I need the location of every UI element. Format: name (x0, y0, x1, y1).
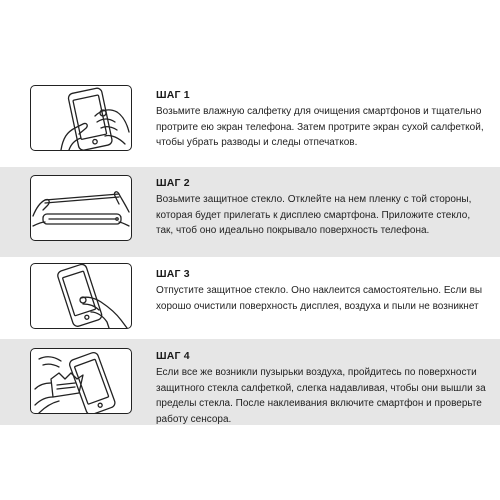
step-2-text (156, 176, 486, 239)
step-title: ШАГ 3 (156, 268, 190, 280)
hand-cloth-smoothing-icon (30, 348, 132, 414)
step-1 (0, 75, 500, 167)
step-3 (0, 257, 500, 339)
hand-wiping-phone-icon (30, 85, 132, 151)
step-3-text (156, 267, 486, 314)
step-title: ШАГ 1 (156, 89, 190, 101)
step-1-text (156, 88, 486, 151)
step-4 (0, 339, 500, 425)
step-title: ШАГ 2 (156, 177, 190, 189)
hands-applying-glass-icon (30, 175, 132, 241)
step-description: Отпустите защитное стекло. Оно наклеится самостоятельно. Если вы хорошо очистили поверхность дисплея, воздуха и пыли не возникнет (156, 285, 483, 312)
step-2 (0, 167, 500, 257)
step-description: Возьмите влажную салфетку для очищения смартфонов и тщательно протрите ею экран телефона. Затем протрите экран сухой салфеткой, чтобы убрать разводы и следы отпечатков. (156, 106, 484, 148)
step-4-text (156, 349, 486, 427)
step-description: Если все же возникли пузырьки воздуха, пройдитесь по поверхности защитного стекла салфеткой, слегка надавливая, чтобы они вышли за пределы стекла. После наклеивания включите смартфон и проверьте работу сенсора. (156, 367, 486, 425)
step-title: ШАГ 4 (156, 350, 190, 362)
hand-pressing-phone-icon (30, 263, 132, 329)
step-description: Возьмите защитное стекло. Отклейте на нем пленку с той стороны, которая будет прилегать к дисплею смартфона. Приложите стекло, так, чтоб оно идеально покрывало поверхность телефона. (156, 194, 472, 236)
